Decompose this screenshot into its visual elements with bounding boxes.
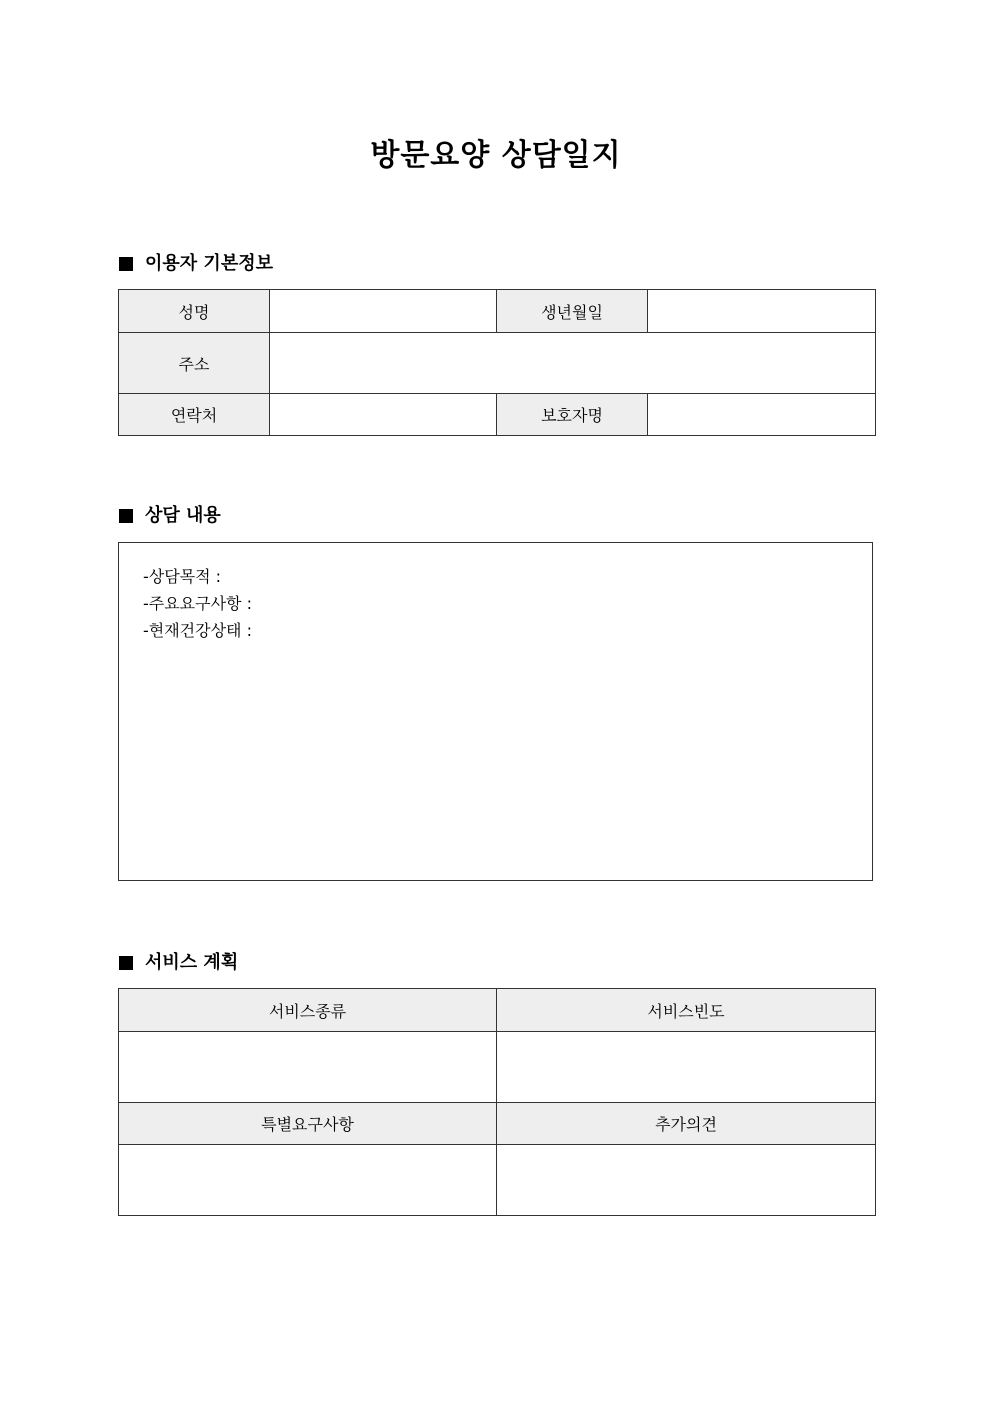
service-frequency-label: 서비스빈도 xyxy=(497,989,876,1032)
square-bullet-icon xyxy=(119,509,133,523)
consultation-main-needs-line: -주요요구사항 : xyxy=(143,594,252,613)
square-bullet-icon xyxy=(119,257,133,271)
service-frequency-field[interactable] xyxy=(497,1032,876,1103)
section-heading-text: 이용자 기본정보 xyxy=(145,253,273,274)
service-type-label: 서비스종류 xyxy=(119,989,497,1032)
contact-field[interactable] xyxy=(270,394,497,436)
section-heading-text: 서비스 계획 xyxy=(145,952,239,973)
section-heading-service-plan xyxy=(119,950,238,976)
name-label: 성명 xyxy=(119,290,270,333)
section-heading-text: 상담 내용 xyxy=(145,505,221,526)
document-title: 방문요양 상담일지 xyxy=(370,138,622,173)
birth-date-label: 생년월일 xyxy=(497,290,648,333)
address-field[interactable] xyxy=(270,333,876,394)
additional-opinion-label: 추가의견 xyxy=(497,1103,876,1145)
birth-date-field[interactable] xyxy=(648,290,876,333)
name-field[interactable] xyxy=(270,290,497,333)
contact-label: 연락처 xyxy=(119,394,270,436)
square-bullet-icon xyxy=(119,956,133,970)
consultation-content-box[interactable] xyxy=(118,542,873,881)
guardian-name-field[interactable] xyxy=(648,394,876,436)
section-heading-consultation xyxy=(119,503,221,529)
consultation-health-status-line: -현재건강상태 : xyxy=(143,621,252,640)
guardian-name-label: 보호자명 xyxy=(497,394,648,436)
special-requirements-field[interactable] xyxy=(119,1145,497,1216)
additional-opinion-field[interactable] xyxy=(497,1145,876,1216)
special-requirements-label: 특별요구사항 xyxy=(119,1103,497,1145)
consultation-purpose-line: -상담목적 : xyxy=(143,567,222,586)
address-label: 주소 xyxy=(119,333,270,394)
section-heading-user-info xyxy=(119,251,273,277)
user-info-table xyxy=(118,289,876,436)
service-type-field[interactable] xyxy=(119,1032,497,1103)
service-plan-table xyxy=(118,988,876,1216)
